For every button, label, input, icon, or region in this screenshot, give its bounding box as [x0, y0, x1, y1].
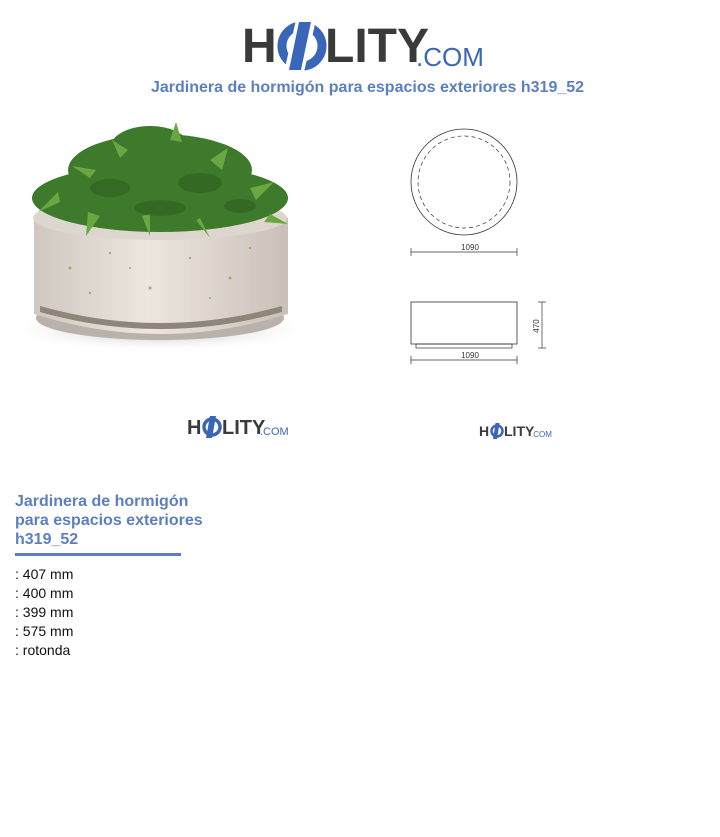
logo-suffix: .COM: [416, 42, 484, 72]
svg-text:H: H: [479, 423, 490, 439]
svg-text:.COM: .COM: [260, 426, 289, 438]
heading-divider: [15, 553, 181, 556]
logo-letter-h: H: [242, 20, 277, 72]
logo-o-icon: [282, 20, 322, 72]
side-width-label: 1090: [461, 351, 479, 360]
svg-text:LITY: LITY: [504, 423, 535, 439]
spec-item: : 400 mm: [15, 585, 74, 601]
spec-list: [15, 565, 73, 660]
planter-photo: [0, 118, 320, 358]
drawing-top-view: [400, 120, 530, 265]
product-heading-line: h319_52: [15, 531, 79, 548]
product-heading-line: Jardinera de hormigón: [15, 493, 189, 510]
spec-item: : 399 mm: [15, 604, 74, 620]
spec-item: : 575 mm: [15, 623, 74, 639]
top-width-label: 1090: [461, 243, 479, 252]
page-title: Jardinera de hormigón para espacios exteriores h319_52: [150, 79, 585, 96]
holity-logo-small-2: [478, 420, 558, 442]
svg-text:.COM: .COM: [531, 430, 552, 439]
product-heading: [15, 492, 245, 549]
holity-logo-small: [186, 412, 296, 440]
spec-item: : rotonda: [15, 642, 71, 658]
svg-text:H: H: [187, 417, 202, 439]
holity-logo[interactable]: [0, 10, 720, 72]
logo-o-icon: [204, 416, 220, 438]
logo-o-icon: [492, 423, 503, 439]
svg-text:LITY: LITY: [222, 417, 266, 439]
drawing-side-view: [400, 292, 560, 372]
spec-item: : 407 mm: [15, 566, 74, 582]
product-heading-line: para espacios exteriores: [15, 512, 203, 529]
logo-word: LITY: [325, 20, 429, 72]
side-height-label: 470: [532, 319, 541, 333]
